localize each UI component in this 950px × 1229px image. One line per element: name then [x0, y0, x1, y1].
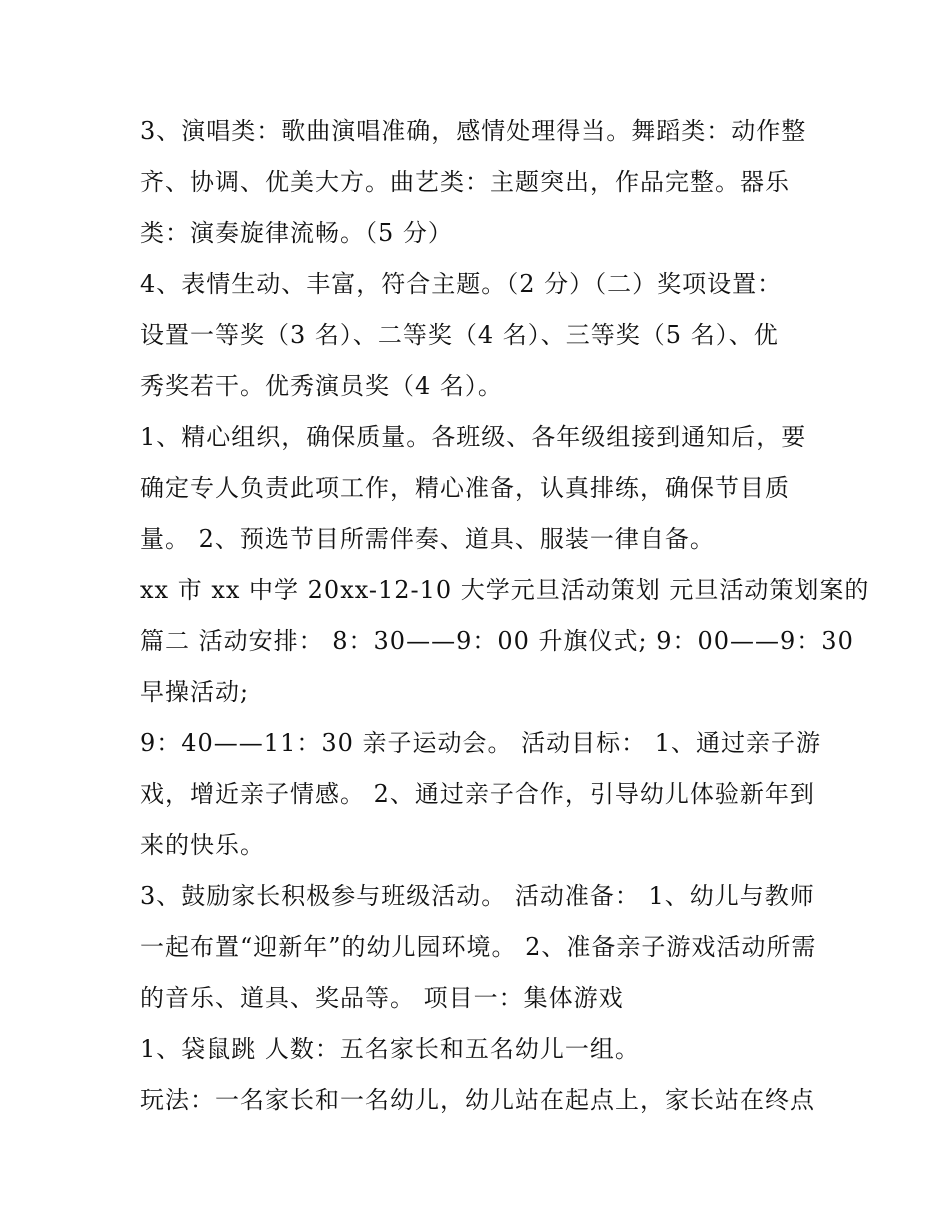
- text-line: 4、表情生动、丰富，符合主题。（2 分）（二）奖项设置：: [140, 270, 783, 298]
- text-line: 篇二 活动安排： 8：30——9：00 升旗仪式; 9：00——9：30: [140, 627, 854, 655]
- text-line: 早操活动;: [140, 678, 250, 706]
- text-line: 一起布置“迎新年”的幼儿园环境。 2、准备亲子游戏活动所需: [140, 933, 817, 961]
- text-line: 来的快乐。: [140, 831, 265, 859]
- text-line: 秀奖若干。优秀演员奖（4 名）。: [140, 372, 503, 400]
- text-line: 3、演唱类：歌曲演唱准确，感情处理得当。舞蹈类：动作整: [140, 117, 807, 145]
- text-line: 确定专人负责此项工作，精心准备，认真排练，确保节目质: [140, 474, 790, 502]
- text-line: 戏，增近亲子情感。 2、通过亲子合作，引导幼儿体验新年到: [140, 780, 815, 808]
- text-line: 3、鼓励家长积极参与班级活动。 活动准备： 1、幼儿与教师: [140, 882, 815, 910]
- text-line: 类：演奏旋律流畅。（5 分）: [140, 219, 453, 247]
- text-line: 1、精心组织，确保质量。各班级、各年级组接到通知后，要: [140, 423, 807, 451]
- document-body: [140, 106, 870, 1126]
- text-line: 1、袋鼠跳 人数：五名家长和五名幼儿一组。: [140, 1035, 640, 1063]
- text-line: 的音乐、道具、奖品等。 项目一：集体游戏: [140, 984, 624, 1012]
- text-line: 玩法：一名家长和一名幼儿，幼儿站在起点上，家长站在终点: [140, 1086, 815, 1114]
- text-line: 齐、协调、优美大方。曲艺类：主题突出，作品完整。器乐: [140, 168, 790, 196]
- text-line: 设置一等奖（3 名）、二等奖（4 名）、三等奖（5 名）、优: [140, 321, 779, 349]
- text-line: 量。 2、预选节目所需伴奏、道具、服装一律自备。: [140, 525, 715, 553]
- text-line: xx 市 xx 中学 20xx-12-10 大学元旦活动策划 元旦活动策划案的: [140, 576, 870, 604]
- text-line: 9：40——11：30 亲子运动会。 活动目标： 1、通过亲子游: [140, 729, 822, 757]
